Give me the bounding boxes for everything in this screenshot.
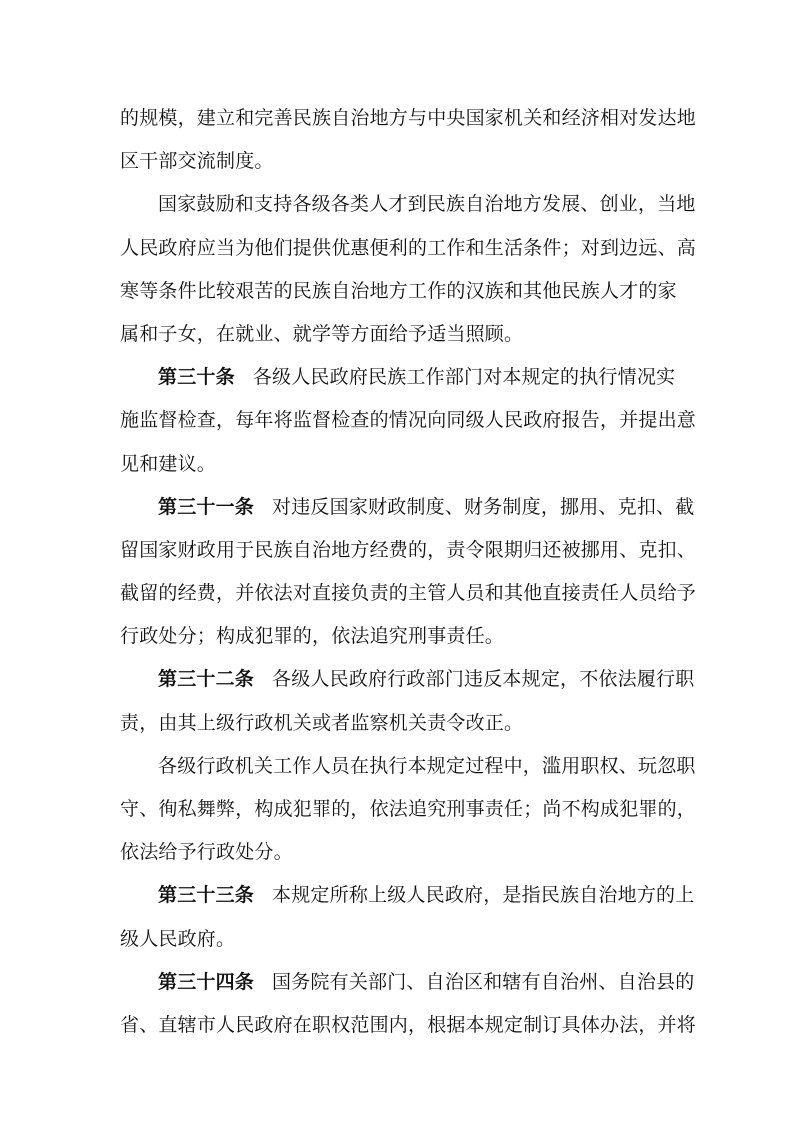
article-heading: 第三十四条 [158, 970, 255, 993]
paragraph-first-line [120, 658, 695, 701]
article-text: 各级人民政府行政部门违反本规定，不依法履行职 [272, 668, 695, 691]
paragraph-first-line [120, 356, 676, 399]
paragraph-first-line: 国家鼓励和支持各级各类人才到民族自治地方发展、创业，当地 [158, 193, 696, 216]
text-line: 区干部交流制度。 [120, 150, 274, 173]
text-line: 留国家财政用于民族自治地方经费的，责令限期归还被挪用、克扣、 [120, 538, 697, 561]
article-heading: 第三十条 [158, 366, 235, 389]
article-text: 国务院有关部门、自治区和辖有自治州、自治县的 [272, 970, 695, 993]
paragraph-first-line [120, 961, 695, 1004]
text-line: 施监督检查，每年将监督检查的情况向同级人民政府报告，并提出意 [120, 409, 697, 432]
text-line: 守、徇私舞弊，构成犯罪的，依法追究刑事责任；尚不构成犯罪的， [120, 798, 697, 820]
paragraph-first-line [120, 486, 695, 529]
article-text: 本规定所称上级人民政府，是指民族自治地方的上 [272, 884, 695, 907]
text-line: 寒等条件比较艰苦的民族自治地方工作的汉族和其他民族人才的家 [120, 279, 677, 302]
text-line: 省、直辖市人民政府在职权范围内，根据本规定制订具体办法，并将 [120, 1013, 697, 1036]
text-line: 人民政府应当为他们提供优惠便利的工作和生活条件；对到边远、高 [120, 236, 697, 259]
text-line: 依法给予行政处分。 [120, 841, 293, 864]
text-line: 行政处分；构成犯罪的，依法追究刑事责任。 [120, 625, 505, 648]
text-line: 属和子女，在就业、就学等方面给予适当照顾。 [120, 322, 524, 345]
text-line: 级人民政府。 [120, 927, 236, 950]
article-text: 各级人民政府民族工作部门对本规定的执行情况实 [252, 366, 676, 389]
text-line: 的规模，建立和完善民族自治地方与中央国家机关和经济相对发达地 [120, 107, 697, 129]
document-page [120, 97, 697, 1047]
text-line: 见和建议。 [120, 452, 217, 475]
article-text: 对违反国家财政制度、财务制度，挪用、克扣、截 [272, 495, 695, 518]
article-heading: 第三十三条 [158, 884, 255, 907]
article-heading: 第三十二条 [158, 668, 255, 691]
article-heading: 第三十一条 [158, 495, 255, 518]
paragraph-first-line: 各级行政机关工作人员在执行本规定过程中，滥用职权、玩忽职 [158, 754, 696, 777]
text-line: 责，由其上级行政机关或者监察机关责令改正。 [120, 711, 524, 734]
paragraph-first-line [120, 874, 695, 917]
text-line: 截留的经费，并依法对直接负责的主管人员和其他直接责任人员给予 [120, 582, 697, 605]
